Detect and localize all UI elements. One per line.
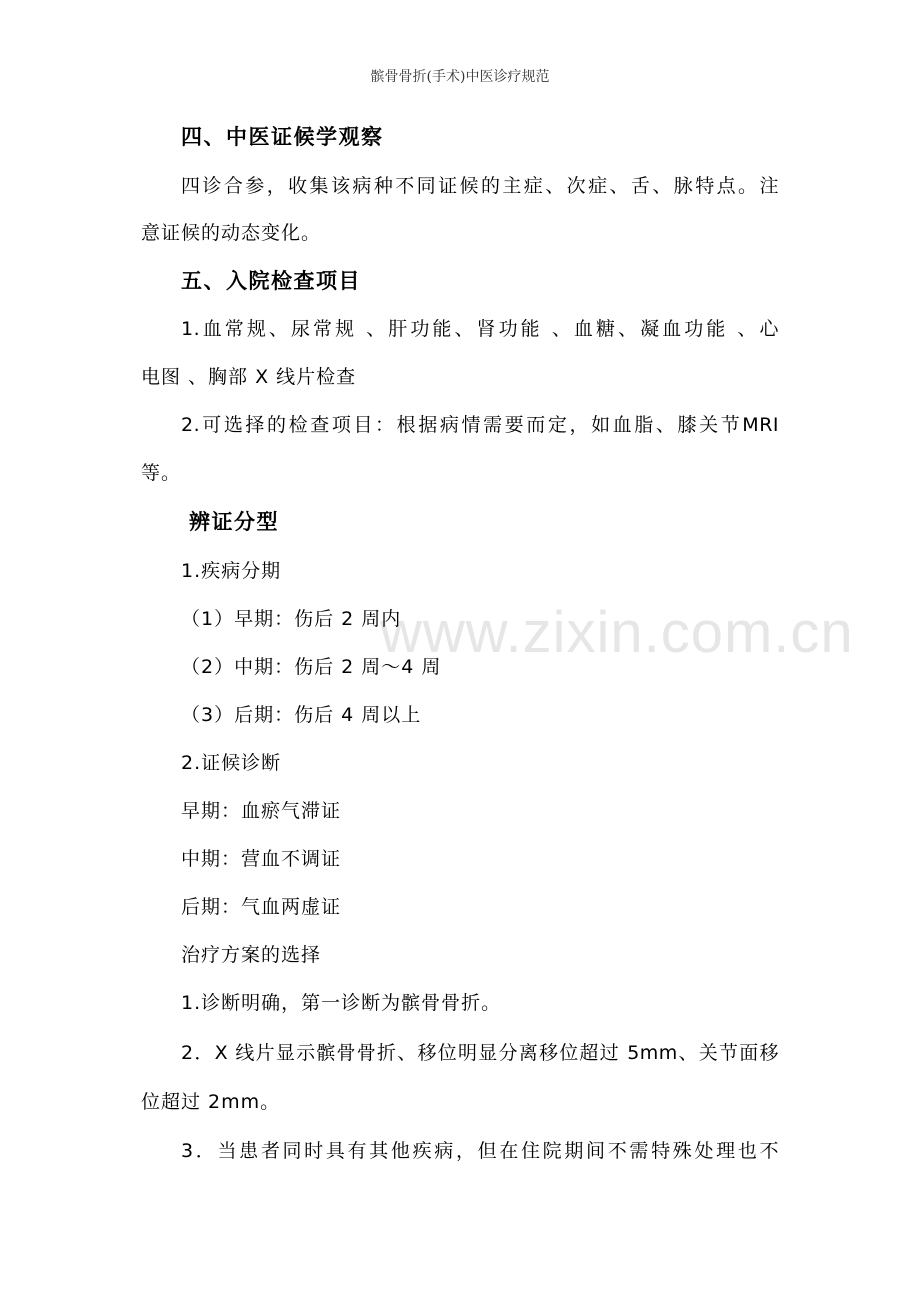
diagnosis-item: 后期：气血两虚证 — [181, 896, 342, 918]
page-header-title: 髌骨骨折(手术)中医诊疗规范 — [370, 69, 550, 85]
section5-item2-line1: 2.可选择的检查项目：根据病情需要而定，如血脂、膝关节MRI — [181, 414, 779, 436]
stage-title: 1.疾病分期 — [181, 560, 282, 582]
section5-item2-line2: 等。 — [141, 462, 182, 484]
stage-item: （1）早期：伤后 2 周内 — [181, 608, 402, 630]
section5-item1-line2: 电图 、胸部 X 线片检查 — [141, 366, 357, 388]
diagnosis-item: 早期：血瘀气滞证 — [181, 800, 342, 822]
stage-item: （2）中期：伤后 2 周～4 周 — [181, 656, 442, 678]
section5-item1-line1: 1.血常规、尿常规 、肝功能、肾功能 、血糖、凝血功能 、心 — [181, 318, 779, 340]
section5-heading: 五、入院检查项目 — [181, 269, 361, 293]
stage-item: （3）后期：伤后 4 周以上 — [181, 704, 422, 726]
diagnosis-item: 中期：营血不调证 — [181, 848, 342, 870]
section4-heading: 四、中医证候学观察 — [181, 125, 384, 149]
diagnosis-title: 2.证候诊断 — [181, 752, 282, 774]
treatment-heading: 治疗方案的选择 — [181, 944, 322, 966]
section4-paragraph-line1: 四诊合参，收集该病种不同证候的主症、次症、舌、脉特点。注 — [181, 175, 779, 197]
treatment-item2-line2: 位超过 2mm。 — [141, 1091, 281, 1113]
treatment-item3-line1: 3．当患者同时具有其他疾病，但在住院期间不需特殊处理也不 — [181, 1140, 779, 1162]
treatment-item1: 1.诊断明确，第一诊断为髌骨骨折。 — [181, 992, 502, 1014]
watermark: www.zixin.com.cn — [380, 600, 854, 665]
section4-paragraph-line2: 意证候的动态变化。 — [141, 222, 322, 244]
treatment-item2-line1: 2．X 线片显示髌骨骨折、移位明显分离移位超过 5mm、关节面移 — [181, 1042, 779, 1064]
syndrome-heading: 辨证分型 — [189, 510, 279, 534]
